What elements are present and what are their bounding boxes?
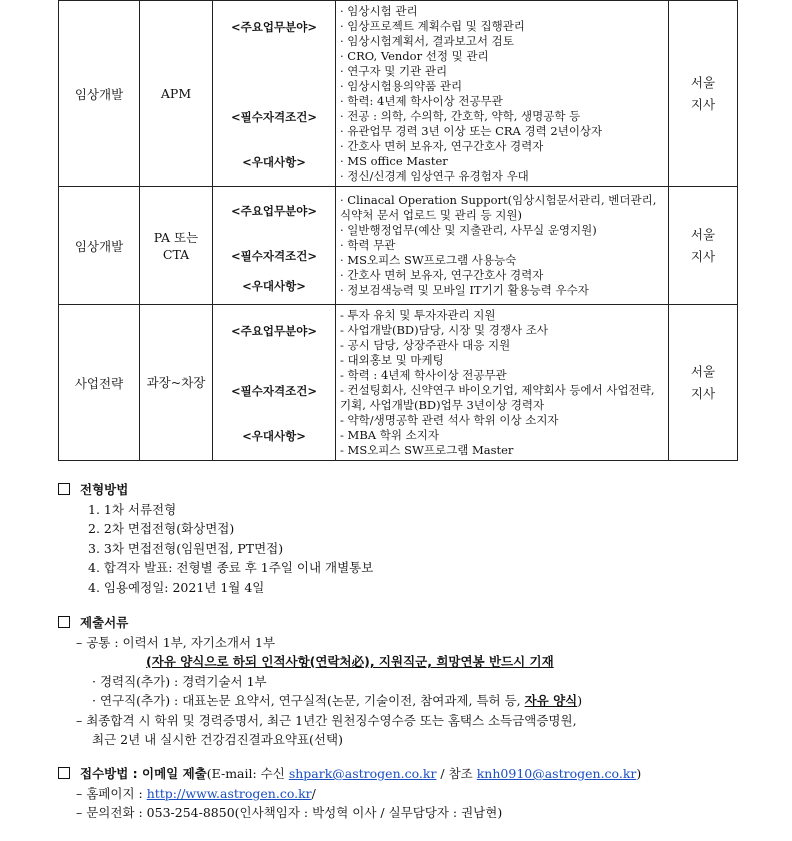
job-detail-item: · MS오피스 SW프로그램 사용능숙 xyxy=(340,253,517,267)
job-detail-item: · 정신/신경계 임상연구 유경험자 우대 xyxy=(340,168,529,183)
job-detail-item: - 학력 : 4년제 학사이상 전공무관 xyxy=(340,367,507,382)
label-spacer xyxy=(213,125,335,155)
job-detail-item: - 공시 담당, 상장주관사 대응 지원 xyxy=(340,337,511,352)
checkbox-square-icon xyxy=(58,767,70,779)
job-detail-item: · 간호사 면허 보유자, 연구간호사 경력자 xyxy=(340,268,544,282)
selection-title: 전형방법 xyxy=(80,482,129,497)
job-detail-item: - 사업개발(BD)담당, 시장 및 경쟁사 조사 xyxy=(340,322,548,337)
job-openings-table xyxy=(58,0,738,461)
job-detail-item: - 컨설팅회사, 신약연구 바이오기업, 제약회사 등에서 사업전략, 기획, 사업개발(BD)업무 3년이상 경력자 xyxy=(340,382,655,412)
checkbox-square-icon xyxy=(58,483,70,495)
job-detail-item: · 연구자 및 기관 관리 xyxy=(340,63,448,78)
job-group-label: <필수자격조건> xyxy=(231,110,317,124)
documents-title: 제출서류 xyxy=(80,615,129,630)
job-location xyxy=(669,305,738,461)
job-details xyxy=(336,305,669,461)
selection-step: 2. 2차 면접전형(화상면접) xyxy=(88,521,235,536)
documents-common: – 공통 : 이력서 1부, 자기소개서 1부 xyxy=(76,634,276,650)
job-group-label: <우대사항> xyxy=(242,155,306,169)
job-dept: 임상개발 xyxy=(59,187,140,305)
job-position-line: APM xyxy=(160,86,192,101)
job-details xyxy=(336,1,669,187)
job-location xyxy=(669,187,738,305)
documents-research: · 연구직(추가) : 대표논문 요약서, 연구실적(논문, 기술이전, 참여과제, 특허 등, 자유 양식) xyxy=(92,693,583,708)
selection-step: 4. 합격자 발표: 전형별 종료 후 1주일 이내 개별통보 xyxy=(88,560,374,575)
cc-email-link[interactable]: knh0910@astrogen.co.kr xyxy=(476,766,637,781)
job-detail-item: · Clinacal Operation Support(임상시험문서관리, 벤더관리, 식약처 문서 업로드 및 관리 등 지원) xyxy=(340,193,657,222)
job-position xyxy=(140,1,213,187)
selection-step: 4. 임용예정일: 2021년 1월 4일 xyxy=(88,579,265,595)
job-row xyxy=(59,1,738,187)
documents-final: – 최종합격 시 학위 및 경력증명서, 최근 1년간 원천징수영수증 또는 홈택스 소득금액증명원, xyxy=(76,712,577,728)
job-position-line: PA 또는 xyxy=(153,229,199,245)
job-detail-item: - 투자 유치 및 투자자관리 지원 xyxy=(340,307,496,322)
job-detail-item: · 일반행정업무(예산 및 지출관리, 사무실 운영지원) xyxy=(340,223,597,237)
contact-phone: – 문의전화 : 053-254-8850(인사책임자 : 박성혁 이사 / 실무담당자 : 권남현) xyxy=(76,805,503,820)
homepage-link[interactable]: http://www.astrogen.co.kr xyxy=(146,785,312,801)
job-labels xyxy=(213,305,336,461)
job-location-line: 서울 xyxy=(690,226,716,242)
job-dept: 임상개발 xyxy=(59,1,140,187)
job-group-label: <우대사항> xyxy=(242,278,306,293)
label-spacer xyxy=(213,264,335,279)
job-dept: 사업전략 xyxy=(59,305,140,461)
job-detail-item: · 임상시험용의약품 관리 xyxy=(340,78,463,93)
documents-section xyxy=(58,613,582,750)
job-detail-item: · 임상프로젝트 계획수립 및 집행관리 xyxy=(340,18,525,33)
job-group-label: <주요업무분야> xyxy=(231,20,317,34)
job-detail-item: - 약학/생명공학 관련 석사 학위 이상 소지자 xyxy=(340,412,559,427)
job-detail-item: · MS office Master xyxy=(340,153,448,168)
job-detail-item: · 간호사 면허 보유자, 연구간호사 경력자 xyxy=(340,138,544,153)
documents-career: · 경력직(추가) : 경력기술서 1부 xyxy=(92,673,267,689)
job-position-line: 과장~차장 xyxy=(146,375,206,390)
job-location-line: 서울 xyxy=(690,363,716,379)
free-form-note: 자유 양식 xyxy=(524,693,578,708)
job-position xyxy=(140,187,213,305)
job-location-line: 서울 xyxy=(690,74,716,90)
documents-final-cont: 최근 2년 내 실시한 건강검진결과요약표(선택) xyxy=(92,732,343,747)
apply-section: 접수방법 : 이메일 제출(E-mail: 수신 shpark@astrogen.co.kr / 참조 knh0910@astrogen.co.kr) – 홈페이지 : http://www.astrogen.co.kr/ – 문의전화 : 053-254-8850(인사책임자 : 박성혁 이사 / 실무담당자 : 권남현) xyxy=(58,764,641,823)
job-row xyxy=(59,305,738,461)
job-position-line: CTA xyxy=(162,246,190,262)
job-labels xyxy=(213,1,336,187)
job-location xyxy=(669,1,738,187)
job-detail-item: · CRO, Vendor 선정 및 관리 xyxy=(340,48,489,63)
job-group-label: <주요업무분야> xyxy=(231,324,317,338)
job-table-body xyxy=(59,1,738,461)
label-spacer xyxy=(213,219,335,249)
job-detail-item: - 대외홍보 및 마케팅 xyxy=(340,352,444,367)
to-email-link[interactable]: shpark@astrogen.co.kr xyxy=(288,766,437,781)
job-group-label: <필수자격조건> xyxy=(231,248,317,263)
job-group-label: <우대사항> xyxy=(242,429,306,443)
label-spacer xyxy=(213,339,335,384)
job-detail-item: - MBA 학위 소지자 xyxy=(340,427,439,442)
label-spacer xyxy=(213,399,335,429)
job-labels xyxy=(213,187,336,305)
job-location-line: 지사 xyxy=(690,96,716,112)
job-row xyxy=(59,187,738,305)
apply-title: 접수방법 : 이메일 제출 xyxy=(80,766,207,781)
job-detail-item: · 학력: 4년제 학사이상 전공무관 xyxy=(340,93,503,108)
selection-step: 3. 3차 면접전형(임원면접, PT면접) xyxy=(88,540,284,556)
checkbox-square-icon xyxy=(58,616,70,628)
selection-section xyxy=(58,480,373,597)
label-spacer xyxy=(213,35,335,110)
job-location-line: 지사 xyxy=(690,385,716,401)
job-details xyxy=(336,187,669,305)
job-detail-item: · 임상시험 관리 xyxy=(340,3,418,18)
job-group-label: <필수자격조건> xyxy=(231,384,317,398)
job-detail-item: · 유관업무 경력 3년 이상 또는 CRA 경력 2년이상자 xyxy=(340,123,603,138)
homepage-row: – 홈페이지 : http://www.astrogen.co.kr/ xyxy=(76,785,316,801)
job-detail-item: · 전공 : 의학, 수의학, 간호학, 약학, 생명공학 등 xyxy=(340,108,581,123)
job-detail-item: · 임상시험계획서, 결과보고서 검토 xyxy=(340,33,514,48)
job-position xyxy=(140,305,213,461)
job-location-line: 지사 xyxy=(690,248,716,264)
selection-step: 1. 1차 서류전형 xyxy=(88,501,177,517)
job-group-label: <주요업무분야> xyxy=(231,203,317,218)
job-detail-item: - MS오피스 SW프로그램 Master xyxy=(340,442,514,457)
documents-notice: (자유 양식으로 하되 인적사항(연락처必), 지원직군, 희망연봉 반드시 기재 xyxy=(146,654,554,669)
job-detail-item: · 정보검색능력 및 모바일 IT기기 활용능력 우수자 xyxy=(340,283,589,297)
job-detail-item: · 학력 무관 xyxy=(340,238,396,252)
